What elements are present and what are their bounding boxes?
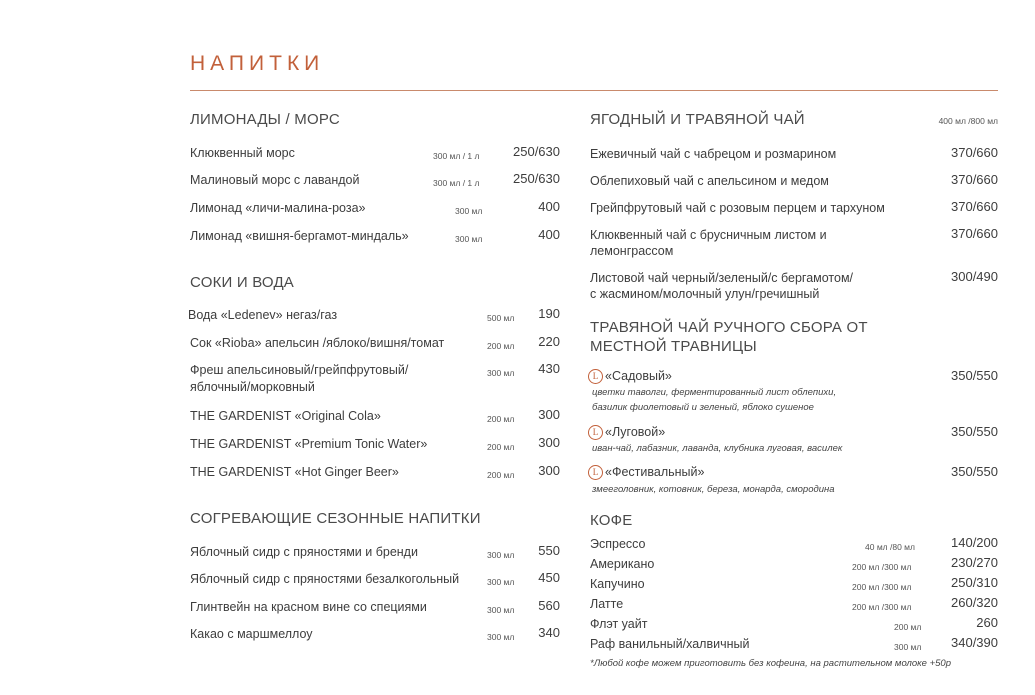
item-name: Капучино <box>590 577 645 591</box>
item-volume: 300 мл <box>455 234 483 244</box>
section-title-herbal: ТРАВЯНОЙ ЧАЙ РУЧНОГО СБОРА ОТ <box>590 319 868 336</box>
item-name-line2: яблочный/морковный <box>190 380 315 394</box>
item-volume: 200 мл <box>487 442 515 452</box>
item-volume: 200 мл <box>487 341 515 351</box>
item-price: 250/310 <box>951 575 998 590</box>
item-name: THE GARDENIST «Hot Ginger Beer» <box>190 465 399 479</box>
item-volume: 200 мл /300 мл <box>852 602 912 612</box>
item-price: 300 <box>538 463 560 478</box>
item-price: 140/200 <box>951 535 998 550</box>
item-volume: 200 мл /300 мл <box>852 562 912 572</box>
item-volume: 200 мл <box>894 622 922 632</box>
section-volume: 400 мл /800 мл <box>938 116 998 126</box>
item-volume: 300 мл <box>487 577 515 587</box>
item-name: «Садовый» <box>605 369 672 383</box>
item-name-line2: с жасмином/молочный улун/гречишный <box>590 287 820 301</box>
item-price: 370/660 <box>951 145 998 160</box>
item-name: «Фестивальный» <box>605 465 705 479</box>
item-price: 430 <box>538 361 560 376</box>
item-volume: 300 мл / 1 л <box>433 151 480 161</box>
item-name-line2: лемонграссом <box>590 244 674 258</box>
title-divider <box>190 90 998 91</box>
item-price: 370/660 <box>951 172 998 187</box>
item-name: Вода «Ledenev» негаз/газ <box>188 308 338 322</box>
item-price: 400 <box>538 199 560 214</box>
item-price: 260 <box>976 615 998 630</box>
item-name: Клюквенный морс <box>190 146 295 160</box>
section-title-juices: СОКИ И ВОДА <box>190 274 295 291</box>
item-name: Облепиховый чай с апельсином и медом <box>590 174 829 188</box>
item-name: Лимонад «вишня-бергамот-миндаль» <box>190 229 409 243</box>
item-name: Клюквенный чай с брусничным листом и <box>590 228 827 242</box>
item-price: 340/390 <box>951 635 998 650</box>
section-title-berry-tea: ЯГОДНЫЙ И ТРАВЯНОЙ ЧАЙ <box>590 111 805 128</box>
item-price: 370/660 <box>951 199 998 214</box>
item-name: Лимонад «личи-малина-роза» <box>190 201 366 215</box>
item-price: 300 <box>538 435 560 450</box>
section-title-coffee: КОФЕ <box>590 512 633 529</box>
item-price: 550 <box>538 543 560 558</box>
item-price: 250/630 <box>513 144 560 159</box>
item-description: змееголовник, котовник, береза, монарда, смородина <box>592 484 835 495</box>
item-description: цветки таволги, ферментированный лист облепихи, <box>592 387 837 398</box>
item-price: 340 <box>538 625 560 640</box>
item-name: Латте <box>590 597 624 611</box>
item-name: THE GARDENIST «Premium Tonic Water» <box>190 437 428 451</box>
item-volume: 200 мл /300 мл <box>852 582 912 592</box>
coffee-footnote: *Любой кофе можем приготовить без кофеина, на растительном молоке +50р <box>590 658 951 669</box>
item-name: Эспрессо <box>590 537 646 551</box>
section-title-lemonades: ЛИМОНАДЫ / МОРС <box>190 111 340 128</box>
item-volume: 300 мл <box>487 368 515 378</box>
item-volume: 40 мл /80 мл <box>865 542 915 552</box>
local-badge-icon: L <box>588 425 603 440</box>
local-badge-icon: L <box>588 369 603 384</box>
item-name: Глинтвейн на красном вине со специями <box>190 600 427 614</box>
item-price: 220 <box>538 334 560 349</box>
item-volume: 300 мл <box>894 642 922 652</box>
item-price: 350/550 <box>951 424 998 439</box>
item-price: 560 <box>538 598 560 613</box>
item-price: 300 <box>538 407 560 422</box>
item-name: Грейпфрутовый чай с розовым перцем и тархуном <box>590 201 885 215</box>
page-title: НАПИТКИ <box>190 52 325 75</box>
item-volume: 500 мл <box>487 313 515 323</box>
item-price: 190 <box>538 306 560 321</box>
item-description: иван-чай, лабазник, лаванда, клубника луговая, василек <box>592 443 843 454</box>
item-name: Флэт уайт <box>590 617 648 631</box>
item-volume: 200 мл <box>487 470 515 480</box>
section-title-herbal-line2: МЕСТНОЙ ТРАВНИЦЫ <box>590 338 757 355</box>
item-description-line2: базилик фиолетовый и зеленый, яблоко сушеное <box>592 402 814 413</box>
item-name: «Луговой» <box>605 425 666 439</box>
item-price: 250/630 <box>513 171 560 186</box>
item-name: Какао с маршмеллоу <box>190 627 313 641</box>
local-badge-icon: L <box>588 465 603 480</box>
item-price: 350/550 <box>951 464 998 479</box>
item-name: Яблочный сидр с пряностями безалкогольный <box>190 572 460 586</box>
item-name: THE GARDENIST «Original Cola» <box>190 409 381 423</box>
item-volume: 300 мл <box>455 206 483 216</box>
item-price: 400 <box>538 227 560 242</box>
item-volume: 300 мл <box>487 550 515 560</box>
item-volume: 300 мл <box>487 605 515 615</box>
item-name: Ежевичный чай с чабрецом и розмарином <box>590 147 837 161</box>
item-price: 260/320 <box>951 595 998 610</box>
item-name: Раф ванильный/халвичный <box>590 637 750 651</box>
item-name: Листовой чай черный/зеленый/с бергамотом/ <box>590 271 854 285</box>
item-price: 300/490 <box>951 269 998 284</box>
item-name: Малиновый морс с лавандой <box>190 173 360 187</box>
item-name: Сок «Rioba» апельсин /яблоко/вишня/томат <box>190 336 445 350</box>
item-volume: 200 мл <box>487 414 515 424</box>
item-price: 450 <box>538 570 560 585</box>
item-name: Яблочный сидр с пряностями и бренди <box>190 545 418 559</box>
item-volume: 300 мл / 1 л <box>433 178 480 188</box>
item-price: 370/660 <box>951 226 998 241</box>
section-title-warming: СОГРЕВАЮЩИЕ СЕЗОННЫЕ НАПИТКИ <box>190 510 481 527</box>
item-name: Американо <box>590 557 655 571</box>
item-price: 230/270 <box>951 555 998 570</box>
item-price: 350/550 <box>951 368 998 383</box>
item-volume: 300 мл <box>487 632 515 642</box>
item-name: Фреш апельсиновый/грейпфрутовый/ <box>190 363 409 377</box>
